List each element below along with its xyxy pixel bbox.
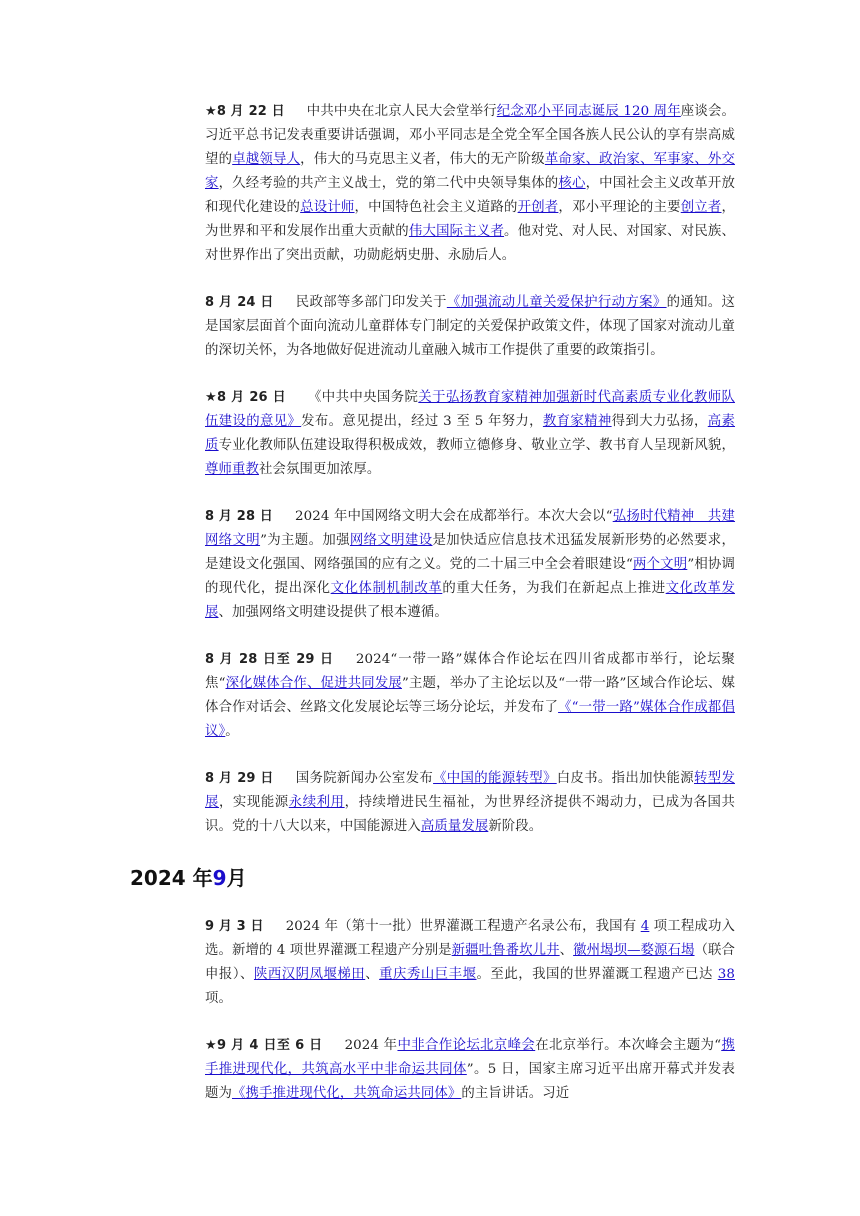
entry-link[interactable]: 革命家、政治家、军事家、外交家 xyxy=(205,152,735,191)
entry-link[interactable]: 转型发展 xyxy=(205,771,735,810)
entry-text: ，邓小平理论的主要 xyxy=(558,200,681,215)
entry-link[interactable]: 《携手推进现代化，共筑命运共同体》 xyxy=(231,1086,462,1101)
entry-link[interactable]: 创立者 xyxy=(680,200,722,215)
entry-text: 项工程成功入选。新增的 4 项世界灌溉工程遗产分别是 xyxy=(205,919,735,958)
entry-text: ”为主题。加强 xyxy=(260,533,350,548)
entry-text: ”主题，举办了主论坛以及“一带一路”区域合作论坛、媒体合作对话会、丝路文化发展论坛等三场分论坛，并发布了 xyxy=(205,676,735,715)
entry-text: ，伟大的马克思主义者，伟大的无产阶级 xyxy=(300,152,545,167)
entry-link[interactable]: 教育家精神 xyxy=(542,414,612,429)
entry-text: 2024 年 xyxy=(344,1038,398,1053)
entry-link[interactable]: 总设计师 xyxy=(300,200,355,215)
entry-text: ，实现能源 xyxy=(218,795,289,810)
entry-link[interactable]: 《加强流动儿童关爱保护行动方案》 xyxy=(446,295,667,310)
entry-text: ，中国特色社会主义道路的 xyxy=(354,200,518,215)
entry-link[interactable]: 永续利用 xyxy=(288,795,345,810)
entry-link[interactable]: 尊师重教 xyxy=(205,462,259,477)
timeline-entry xyxy=(205,100,735,268)
entry-text: 白皮书。指出加快能源 xyxy=(556,771,695,786)
entry-text: 民政部等多部门印发关于 xyxy=(295,295,447,310)
entry-text: 《中共中央国务院 xyxy=(308,390,419,405)
entry-text: 项。 xyxy=(205,991,232,1006)
entry-link[interactable]: 开创者 xyxy=(517,200,559,215)
entry-link[interactable]: 两个文明 xyxy=(632,557,688,572)
entry-text: 新阶段。 xyxy=(488,819,543,834)
timeline-entry xyxy=(205,915,735,1011)
entry-link[interactable]: 核心 xyxy=(558,176,586,191)
entry-text: 2024 年（第十一批）世界灌溉工程遗产名录公布，我国有 xyxy=(285,919,641,934)
entry-text: 。他对党、对人民、对国家、对民族、对世界作出了突出贡献，功勋彪炳史册、永励后人。 xyxy=(205,224,736,263)
entry-text: 是加快适应信息技术迅猛发展新形势的必然要求，是建设文化强国、网络强国的应有之义。党的二十届三中全会着眼建设“ xyxy=(205,533,736,572)
entry-text: ”相协调的现代化，提出深化 xyxy=(205,557,735,596)
entry-link[interactable]: 38 xyxy=(717,967,735,982)
entry-link[interactable]: 深化媒体合作、促进共同发展 xyxy=(225,676,402,691)
august-entries xyxy=(205,100,735,862)
entry-link[interactable]: 卓越领导人 xyxy=(232,152,301,167)
entry-text: ，久经考验的共产主义战士，党的第二代中央领导集体的 xyxy=(218,176,559,191)
month-heading-suffix: 月 xyxy=(226,866,247,890)
entry-text: ”。5 日，国家主席习近平出席开幕式并发表题为 xyxy=(205,1062,735,1101)
entry-text: 得到大力弘扬， xyxy=(611,414,708,429)
entry-text: 。至此，我国的世界灌溉工程遗产已达 xyxy=(476,967,718,982)
entry-date: 8 月 29 日 xyxy=(205,771,274,786)
entry-text: ，中国社会主义改革开放和现代化建设的 xyxy=(205,176,735,215)
entry-date: 9 月 3 日 xyxy=(205,919,264,934)
entry-text: 专业化教师队伍建设取得积极成效，教师立德修身、敬业立学、教书育人呈现新风貌， xyxy=(218,438,735,453)
entry-text: 2024 年中国网络文明大会在成都举行。本次大会以“ xyxy=(295,509,613,524)
entry-date: 8 月 24 日 xyxy=(205,295,274,310)
timeline-entry xyxy=(205,648,735,744)
entry-link[interactable]: 弘扬时代精神 共建网络文明 xyxy=(205,509,736,548)
entry-text: 国务院新闻办公室发布 xyxy=(295,771,434,786)
entry-link[interactable]: 中非合作论坛北京峰会 xyxy=(397,1038,536,1053)
timeline-entry xyxy=(205,767,735,839)
month-heading xyxy=(130,862,247,891)
entry-link[interactable]: 纪念邓小平同志诞辰 120 周年 xyxy=(496,104,681,119)
entry-date: 8 月 28 日至 29 日 xyxy=(205,652,334,667)
timeline-entry xyxy=(205,505,735,625)
timeline-entry xyxy=(205,291,735,363)
entry-text: ，为世界和平和发展作出重大贡献的 xyxy=(205,200,735,239)
entry-link[interactable]: 高质量发展 xyxy=(420,819,489,834)
month-heading-year: 2024 年 xyxy=(130,866,213,890)
entry-link[interactable]: 关于弘扬教育家精神加强新时代高素质专业化教师队伍建设的意见》 xyxy=(205,390,735,429)
entry-text: 的主旨讲话。习近 xyxy=(461,1086,570,1101)
entry-link[interactable]: 网络文明建设 xyxy=(349,533,433,548)
entry-date: ★9 月 4 日至 6 日 xyxy=(205,1038,323,1053)
entry-link[interactable]: 文化体制机制改革 xyxy=(330,581,443,596)
entry-text: （联合申报）、 xyxy=(205,943,736,982)
month-heading-number: 9 xyxy=(212,866,227,890)
entry-text: 、加强网络文明建设提供了根本遵循。 xyxy=(218,605,448,620)
entry-text: 、 xyxy=(559,943,574,958)
timeline-entry xyxy=(205,1034,735,1106)
september-entries xyxy=(205,915,735,1129)
entry-link[interactable]: 陕西汉阴凤堰梯田 xyxy=(253,967,366,982)
entry-link[interactable]: 文化改革发展 xyxy=(205,581,735,620)
entry-text: 发布。意见提出，经过 3 至 5 年努力， xyxy=(301,414,543,429)
entry-text: 座谈会。习近平总书记发表重要讲话强调，邓小平同志是全党全军全国各族人民公认的享有崇高威望的 xyxy=(205,104,736,167)
entry-date: ★8 月 22 日 xyxy=(205,104,285,119)
entry-link[interactable]: 4 xyxy=(640,919,650,934)
entry-text: 社会氛围更加浓厚。 xyxy=(258,462,381,477)
timeline-entry xyxy=(205,386,735,482)
entry-link[interactable]: 重庆秀山巨丰堰 xyxy=(379,967,477,982)
entry-text: 2024“一带一路”媒体合作论坛在四川省成都市举行，论坛聚焦“ xyxy=(205,652,735,691)
entry-link[interactable]: 徽州堨坝—婺源石堨 xyxy=(573,943,695,958)
entry-link[interactable]: 新疆吐鲁番坎儿井 xyxy=(451,943,560,958)
entry-link[interactable]: 携手推进现代化，共筑高水平中非命运共同体 xyxy=(205,1038,736,1077)
entry-text: 中共中央在北京人民大会堂举行 xyxy=(306,104,497,119)
entry-link[interactable]: 高素质 xyxy=(205,414,736,453)
entry-text: 。 xyxy=(225,724,239,739)
entry-text: 的通知。这是国家层面首个面向流动儿童群体专门制定的关爱保护政策文件，体现了国家对流动儿童的深切关怀，为各地做好促进流动儿童融入城市工作提供了重要的政策指引。 xyxy=(205,295,735,358)
entry-text: ，持续增进民生福祉，为世界经济提供不竭动力，已成为各国共识。党的十八大以来，中国能源进入 xyxy=(205,795,735,834)
entry-link[interactable]: 伟大国际主义者 xyxy=(408,224,505,239)
entry-text: 、 xyxy=(365,967,380,982)
entry-date: 8 月 28 日 xyxy=(205,509,274,524)
entry-link[interactable]: 《“一带一路”媒体合作成都倡议》 xyxy=(205,700,735,739)
entry-text: 的重大任务，为我们在新起点上推进 xyxy=(442,581,666,596)
entry-text: 在北京举行。本次峰会主题为“ xyxy=(535,1038,722,1053)
entry-link[interactable]: 《中国的能源转型》 xyxy=(433,771,557,786)
entry-date: ★8 月 26 日 xyxy=(205,390,287,405)
